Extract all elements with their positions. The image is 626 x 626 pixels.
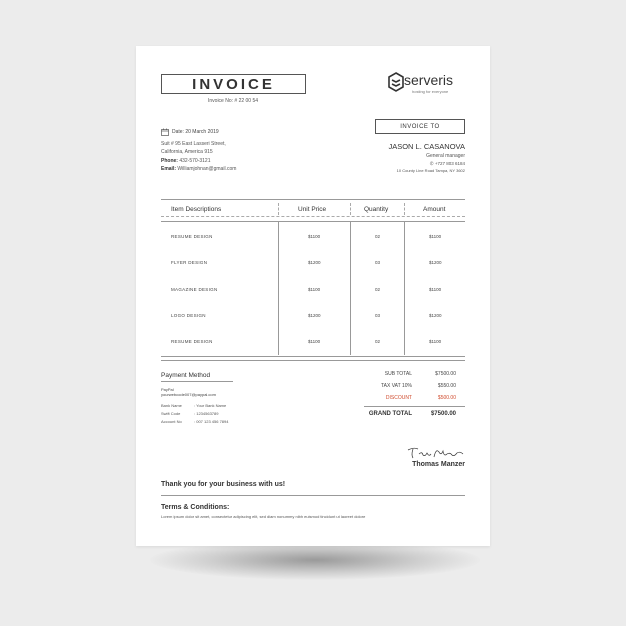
bank-name-value: : Your Bank Name [194, 403, 227, 408]
client-name: JASON L. CASANOVA [388, 142, 465, 151]
table-bottom-rule [161, 356, 465, 357]
row-unit-price: $1200 [308, 313, 321, 318]
thank-you-message: Thank you for your business with us! [161, 481, 286, 488]
invoice-date: Date: 20 March 2019 [172, 129, 219, 135]
sender-address-line1: Suit # 95 East Lasseri Street, [161, 141, 226, 147]
terms-title: Terms & Conditions: [161, 504, 230, 511]
row-description: MAGAZINE DESIGN [171, 287, 218, 292]
payment-method-title: Payment Method [161, 372, 211, 379]
row-amount: $1200 [429, 313, 442, 318]
phone-label: Phone: [161, 158, 178, 164]
client-phone [430, 161, 465, 167]
row-amount: $1100 [429, 287, 442, 292]
client-address: 10 County Line Road Tampa, NY 3602 [396, 168, 465, 173]
table-top-rule [161, 199, 465, 200]
row-description: RESUME DESIGN [171, 339, 213, 344]
account-no-value: : 007 123 456 7894 [194, 419, 229, 424]
header-amount: Amount [423, 206, 446, 213]
payment-title-rule [161, 381, 233, 382]
grand-total-value: $7500.00 [430, 411, 456, 417]
email-label: Email: [161, 166, 177, 172]
invoice-title-box [161, 74, 306, 94]
row-quantity: 03 [375, 260, 381, 265]
serveris-logo-icon [388, 72, 404, 92]
paper-shadow [150, 540, 480, 580]
sender-address-line2: California, America 915 [161, 149, 213, 155]
header-unit-price: Unit Price [298, 206, 327, 213]
header-divider-1 [278, 203, 279, 215]
row-quantity: 03 [375, 313, 381, 318]
subtotal-value: $7500.00 [435, 371, 456, 377]
email-value: Williamjohnan@gmail.com [177, 166, 237, 172]
row-amount: $1100 [429, 339, 442, 344]
column-divider-3 [404, 222, 405, 355]
row-description: RESUME DESIGN [171, 234, 213, 239]
row-quantity: 02 [375, 339, 381, 344]
row-description: FLYER DESIGN [171, 260, 208, 265]
grand-total-label: GRAND TOTAL [368, 411, 412, 417]
signatory-name: Thomas Manzer [412, 461, 465, 468]
swift-code-label: Swift Code [161, 411, 181, 416]
invoice-number: Invoice No: # 22 00 54 [208, 98, 259, 104]
client-role: General manager [426, 153, 465, 159]
sender-phone [161, 158, 210, 164]
swift-code-value: : 1234563789 [194, 411, 219, 416]
header-divider-2 [350, 203, 351, 215]
summary-rule [364, 406, 465, 407]
header-divider-3 [404, 203, 405, 215]
column-divider-1 [278, 222, 279, 355]
discount-value: $500.00 [437, 395, 456, 401]
row-unit-price: $1100 [308, 339, 321, 344]
paypal-email: yourwebcode007@paypal.com [161, 392, 216, 397]
invoice-to-box [375, 119, 465, 134]
sender-email [161, 166, 236, 172]
row-amount: $1200 [429, 260, 442, 265]
brand-name: serveris [404, 72, 454, 88]
brand-tagline: hosting for everyone [412, 89, 449, 94]
signature-image [406, 446, 466, 460]
row-quantity: 02 [375, 287, 381, 292]
invoice-to-label: INVOICE TO [400, 123, 440, 130]
subtotal-label: SUB TOTAL [384, 371, 412, 377]
footer-rule [161, 495, 465, 496]
calendar-icon [161, 128, 169, 136]
header-quantity: Quantity [364, 206, 389, 213]
table-bottom-rule-2 [161, 360, 465, 361]
tax-value: $550.00 [437, 383, 456, 389]
row-unit-price: $1200 [308, 260, 321, 265]
row-amount: $1100 [429, 234, 442, 239]
row-unit-price: $1100 [308, 234, 321, 239]
phone-icon: ✆ [429, 161, 434, 166]
invoice-document [136, 46, 490, 546]
tax-label: TAX VAT 10% [380, 383, 412, 389]
header-item-descriptions: Item Descriptions [171, 206, 222, 213]
row-unit-price: $1100 [308, 287, 321, 292]
paypal-label: PayPal [161, 387, 174, 392]
row-quantity: 02 [375, 234, 381, 239]
table-header-rule-dashed [161, 216, 465, 217]
invoice-title: INVOICE [192, 75, 275, 93]
table-header-rule [161, 221, 465, 222]
phone-value: 432-570-3121 [179, 158, 211, 164]
bank-name-label: Bank Name [161, 403, 182, 408]
column-divider-2 [350, 222, 351, 355]
client-phone-value: +727 803 6184 [434, 161, 465, 166]
account-no-label: Account No [161, 419, 182, 424]
row-description: LOGO DESIGN [171, 313, 206, 318]
discount-label: DISCOUNT [385, 395, 412, 401]
terms-text: Lorem ipsum dolor sit amet, consectetur adipiscing elit, sed diam nonummy nibh euismod tincidunt ut laoreet dolore [161, 514, 366, 519]
